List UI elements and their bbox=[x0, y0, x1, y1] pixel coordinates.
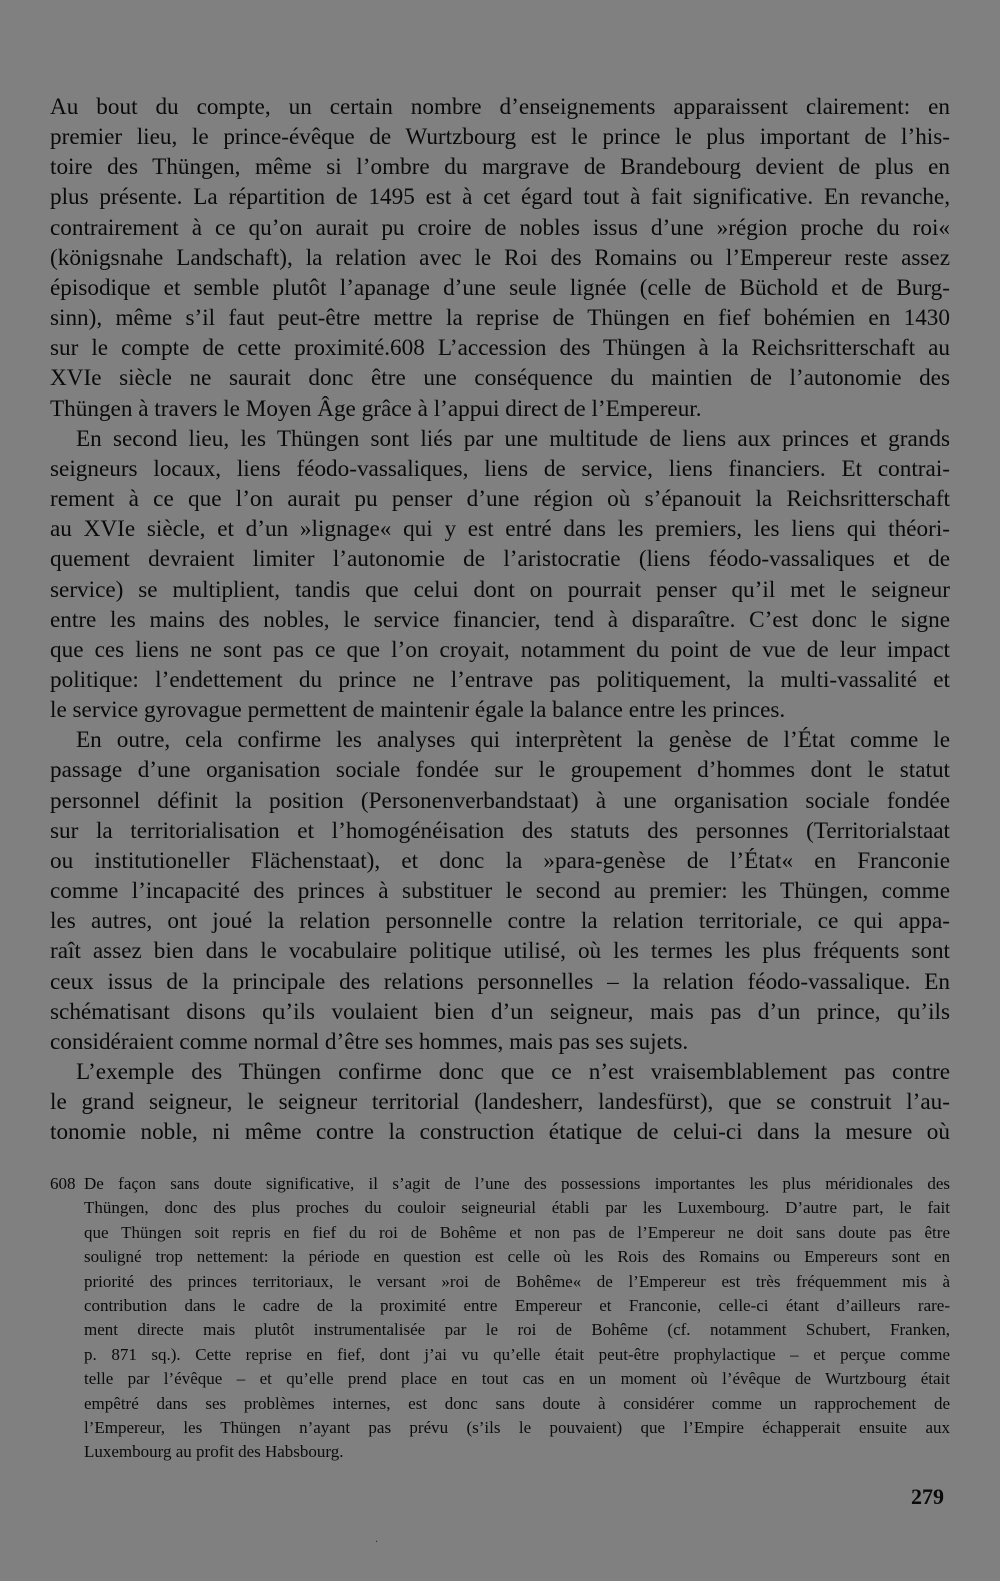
text-line: ceux issus de la principale des relations personnelles – la relation féodo-vassalique. En bbox=[50, 968, 950, 995]
text-line: au XVIe siècle, et d’un »lignage« qui y est entré dans les premiers, les liens qui théori- bbox=[50, 516, 950, 543]
footnote-number: 608 bbox=[50, 1174, 76, 1193]
text-line: toire des Thüngen, même si l’ombre du margrave de Brandebourg devient de plus en bbox=[50, 154, 950, 181]
paragraph-3 bbox=[50, 725, 950, 1057]
paragraph-4 bbox=[50, 1057, 950, 1147]
main-text bbox=[50, 92, 950, 1147]
footnote-line: que Thüngen soit repris en fief du roi de Bohême et non pas de l’Empereur ne doit sans doute pas être bbox=[84, 1222, 950, 1242]
footnote-608 bbox=[50, 1172, 950, 1465]
text-line: passage d’une organisation sociale fondée sur le groupement d’hommes dont le statut bbox=[50, 757, 950, 784]
page-number: 279 bbox=[911, 1484, 944, 1509]
scan-speck: · bbox=[375, 1537, 379, 1548]
footnote-line: priorité des princes territoriaux, le versant »roi de Bohême« de l’Empereur est très fréquemment mis à bbox=[84, 1271, 950, 1291]
footnote-line: contribution dans le cadre de la proximité entre Empereur et Franconie, celle-ci étant d’ailleurs rare- bbox=[84, 1296, 950, 1316]
text-line: épisodique et semble plutôt l’apanage d’une seule lignée (celle de Büchold et de Burg- bbox=[50, 274, 950, 301]
text-line: XVIe siècle ne saurait donc être une conséquence du maintien de l’autonomie des bbox=[50, 365, 950, 392]
text-line: les autres, ont joué la relation personnelle contre la relation territoriale, ce qui appa- bbox=[50, 908, 950, 935]
footnote-line: l’Empereur, les Thüngen n’ayant pas prévu (s’ils le pouvaient) que l’Empire échapperait ensuite aux bbox=[84, 1418, 950, 1438]
text-line: que ces liens ne sont pas ce que l’on croyait, notamment du point de vue de leur impact bbox=[50, 636, 950, 663]
text-line: comme l’incapacité des princes à substituer le second au premier: les Thüngen, comme bbox=[50, 878, 950, 905]
text-line: En outre, cela confirme les analyses qui interprètent la genèse de l’État comme le bbox=[76, 727, 950, 754]
text-line: En second lieu, les Thüngen sont liés par une multitude de liens aux princes et grands bbox=[76, 425, 950, 452]
text-line: rement à ce que l’on aurait pu penser d’une région où s’épanouit la Reichsritterschaft bbox=[50, 486, 950, 513]
text-line: seigneurs locaux, liens féodo-vassaliques, liens de service, liens financiers. Et contrai- bbox=[50, 455, 950, 482]
text-line: Thüngen à travers le Moyen Âge grâce à l’appui direct de l’Empereur. bbox=[50, 395, 702, 422]
text-line: L’exemple des Thüngen confirme donc que ce n’est vraisemblablement pas contre bbox=[76, 1059, 950, 1085]
text-line: plus présente. La répartition de 1495 est à cet égard tout à fait significative. En revanche, bbox=[50, 184, 950, 211]
paragraph-2 bbox=[50, 424, 950, 726]
text-line: entre les mains des nobles, le service financier, tend à disparaître. C’est donc le signe bbox=[50, 606, 950, 633]
text-line: raît assez bien dans le vocabulaire politique utilisé, où les termes les plus fréquents sont bbox=[50, 938, 950, 965]
footnote-line: souligné trop nettement: la période en question est celle où les Rois des Romains ou Empereurs sont en bbox=[84, 1247, 950, 1267]
text-line: le service gyrovague permettent de maintenir égale la balance entre les princes. bbox=[50, 697, 786, 724]
footnote-line: empêtré dans ses problèmes internes, est donc sans doute à considérer comme un rapprochement de bbox=[84, 1393, 950, 1413]
footnote-line: ment directe mais plutôt instrumentalisée par le roi de Bohême (cf. notamment Schubert, Franken, bbox=[84, 1320, 950, 1340]
text-line: premier lieu, le prince-évêque de Wurtzbourg est le prince le plus important de l’his- bbox=[50, 124, 950, 151]
footnote-line bbox=[50, 1172, 950, 1196]
footnote-line: Thüngen, donc des plus proches du couloir seigneurial établi par les Luxembourg. D’autre part, le fait bbox=[84, 1198, 950, 1218]
text-line: schématisant disons qu’ils voulaient bien d’un seigneur, mais pas d’un prince, qu’ils bbox=[50, 998, 950, 1025]
text-line: (königsnahe Landschaft), la relation avec le Roi des Romains ou l’Empereur reste assez bbox=[50, 244, 950, 271]
text-line: contrairement à ce qu’on aurait pu croire de nobles issus d’une »région proche du roi« bbox=[50, 214, 950, 241]
footnote-line: Luxembourg au profit des Habsbourg. bbox=[84, 1442, 344, 1462]
text-line: quement devraient limiter l’autonomie de l’aristocratie (liens féodo-vassaliques et de bbox=[50, 546, 950, 573]
text-line: sur la territorialisation et l’homogénéisation des statuts des personnes (Territorialstaat bbox=[50, 817, 950, 844]
text-line: sur le compte de cette proximité.608 L’accession des Thüngen à la Reichsritterschaft au bbox=[50, 335, 950, 362]
text-line: le grand seigneur, le seigneur territorial (landesherr, landesfürst), que se construit l’au- bbox=[50, 1089, 950, 1116]
text-line: personnel définit la position (Personenverbandstaat) à une organisation sociale fondée bbox=[50, 787, 950, 814]
footnote-line: telle par l’évêque – et qu’elle prend place en tout cas en un moment où l’évêque de Wurtzbourg était bbox=[84, 1369, 950, 1389]
text-line: considéraient comme normal d’être ses hommes, mais pas ses sujets. bbox=[50, 1028, 689, 1055]
text-line: sinn), même s’il faut peut-être mettre la reprise de Thüngen en fief bohémien en 1430 bbox=[50, 305, 950, 332]
text-line: service) se multiplient, tandis que celui dont on pourrait penser qu’il met le seigneur bbox=[50, 576, 950, 603]
text-line: Au bout du compte, un certain nombre d’enseignements apparaissent clairement: en bbox=[50, 94, 950, 120]
footnote-text: De façon sans doute significative, il s’agit de l’une des possessions importantes les plus méridionales des bbox=[84, 1174, 950, 1193]
text-line: tonomie noble, ni même contre la construction étatique de celui-ci dans la mesure où bbox=[50, 1119, 950, 1146]
paragraph-1 bbox=[50, 92, 950, 424]
text-line: ou institutioneller Flächenstaat), et donc la »para-genèse de l’État« en Franconie bbox=[50, 847, 950, 874]
text-line: politique: l’endettement du prince ne l’entrave pas politiquement, la multi-vassalité et bbox=[50, 666, 950, 693]
footnote-line: p. 871 sq.). Cette reprise en fief, dont j’ai vu qu’elle était peut-être prophylactique – et perçue comme bbox=[84, 1344, 950, 1364]
